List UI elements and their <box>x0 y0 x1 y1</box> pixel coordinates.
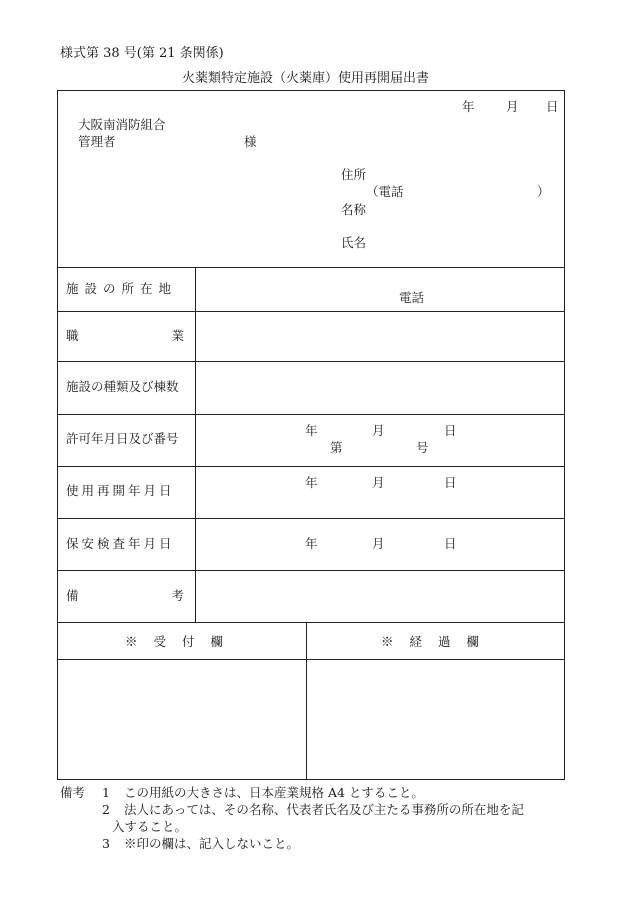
note-1-num: 1 <box>102 785 110 800</box>
location-phone: 電話 <box>399 290 425 305</box>
row-divider <box>57 466 565 467</box>
row-divider <box>57 622 565 623</box>
recipient-title: 管理者 <box>78 134 116 149</box>
permit-day: 日 <box>444 423 457 438</box>
remarks-label-wrap <box>66 590 184 603</box>
note-2-text: 法人にあっては、その名称、代表者氏名及び主たる事務所の所在地を記 <box>124 802 524 817</box>
remarks-label-char: 考 <box>171 588 184 603</box>
row-divider <box>57 518 565 519</box>
note-2-num: 2 <box>102 802 110 817</box>
resume-month: 月 <box>372 475 385 490</box>
permit-no-prefix: 第 <box>330 440 343 455</box>
permit-year: 年 <box>305 423 318 438</box>
remarks-label-char: 備 <box>66 588 79 603</box>
table-left-border <box>57 90 58 780</box>
inspection-day: 日 <box>444 536 457 551</box>
permit-month: 月 <box>372 423 385 438</box>
name-label: 名称 <box>341 202 367 217</box>
label-column-divider <box>195 267 196 623</box>
note-2-cont: 入すること。 <box>112 819 188 834</box>
recipient-honorific: 様 <box>244 134 257 149</box>
phone-close: ） <box>537 184 550 199</box>
row-divider <box>57 570 565 571</box>
recipient-org: 大阪南消防組合 <box>78 117 166 132</box>
notes-label: 備考 <box>60 785 86 800</box>
occupation-label-char: 業 <box>171 328 184 343</box>
progress-column-header: ※ 経 過 欄 <box>381 634 485 649</box>
receipt-progress-divider <box>306 622 307 780</box>
table-top-border <box>57 90 565 91</box>
location-label: 施設の所在地 <box>66 281 178 296</box>
permit-label: 許可年月日及び番号 <box>66 431 179 446</box>
facility-type-label: 施設の種類及び棟数 <box>66 379 179 394</box>
note-3-text: ※印の欄は、記入しないこと。 <box>124 836 300 851</box>
date-month: 月 <box>506 99 519 114</box>
form-number: 様式第 38 号(第 21 条関係) <box>60 46 224 61</box>
table-bottom-border <box>57 779 565 780</box>
row-divider <box>57 414 565 415</box>
resume-day: 日 <box>444 475 457 490</box>
inspection-month: 月 <box>372 536 385 551</box>
row-divider <box>57 267 565 268</box>
receipt-column-header: ※ 受 付 欄 <box>125 634 229 649</box>
table-right-border <box>564 90 565 780</box>
date-day: 日 <box>546 99 559 114</box>
row-divider <box>57 361 565 362</box>
permit-no-suffix: 号 <box>416 440 429 455</box>
inspection-year: 年 <box>305 536 318 551</box>
row-divider <box>57 311 565 312</box>
resume-year: 年 <box>305 475 318 490</box>
occupation-label-wrap <box>66 330 184 343</box>
address-label: 住所 <box>341 167 367 182</box>
note-1-text: この用紙の大きさは、日本産業規格 A4 とすること。 <box>124 785 424 800</box>
date-year: 年 <box>462 99 475 114</box>
resume-date-label: 使用再開年月日 <box>66 483 175 498</box>
phone-open: （電話 <box>366 184 404 199</box>
inspection-date-label: 保安検査年月日 <box>66 536 175 551</box>
person-label: 氏名 <box>341 235 367 250</box>
form-title: 火薬類特定施設（火薬庫）使用再開届出書 <box>182 71 430 86</box>
occupation-label-char: 職 <box>66 328 79 343</box>
row-divider <box>57 659 565 660</box>
note-3-num: 3 <box>102 836 110 851</box>
